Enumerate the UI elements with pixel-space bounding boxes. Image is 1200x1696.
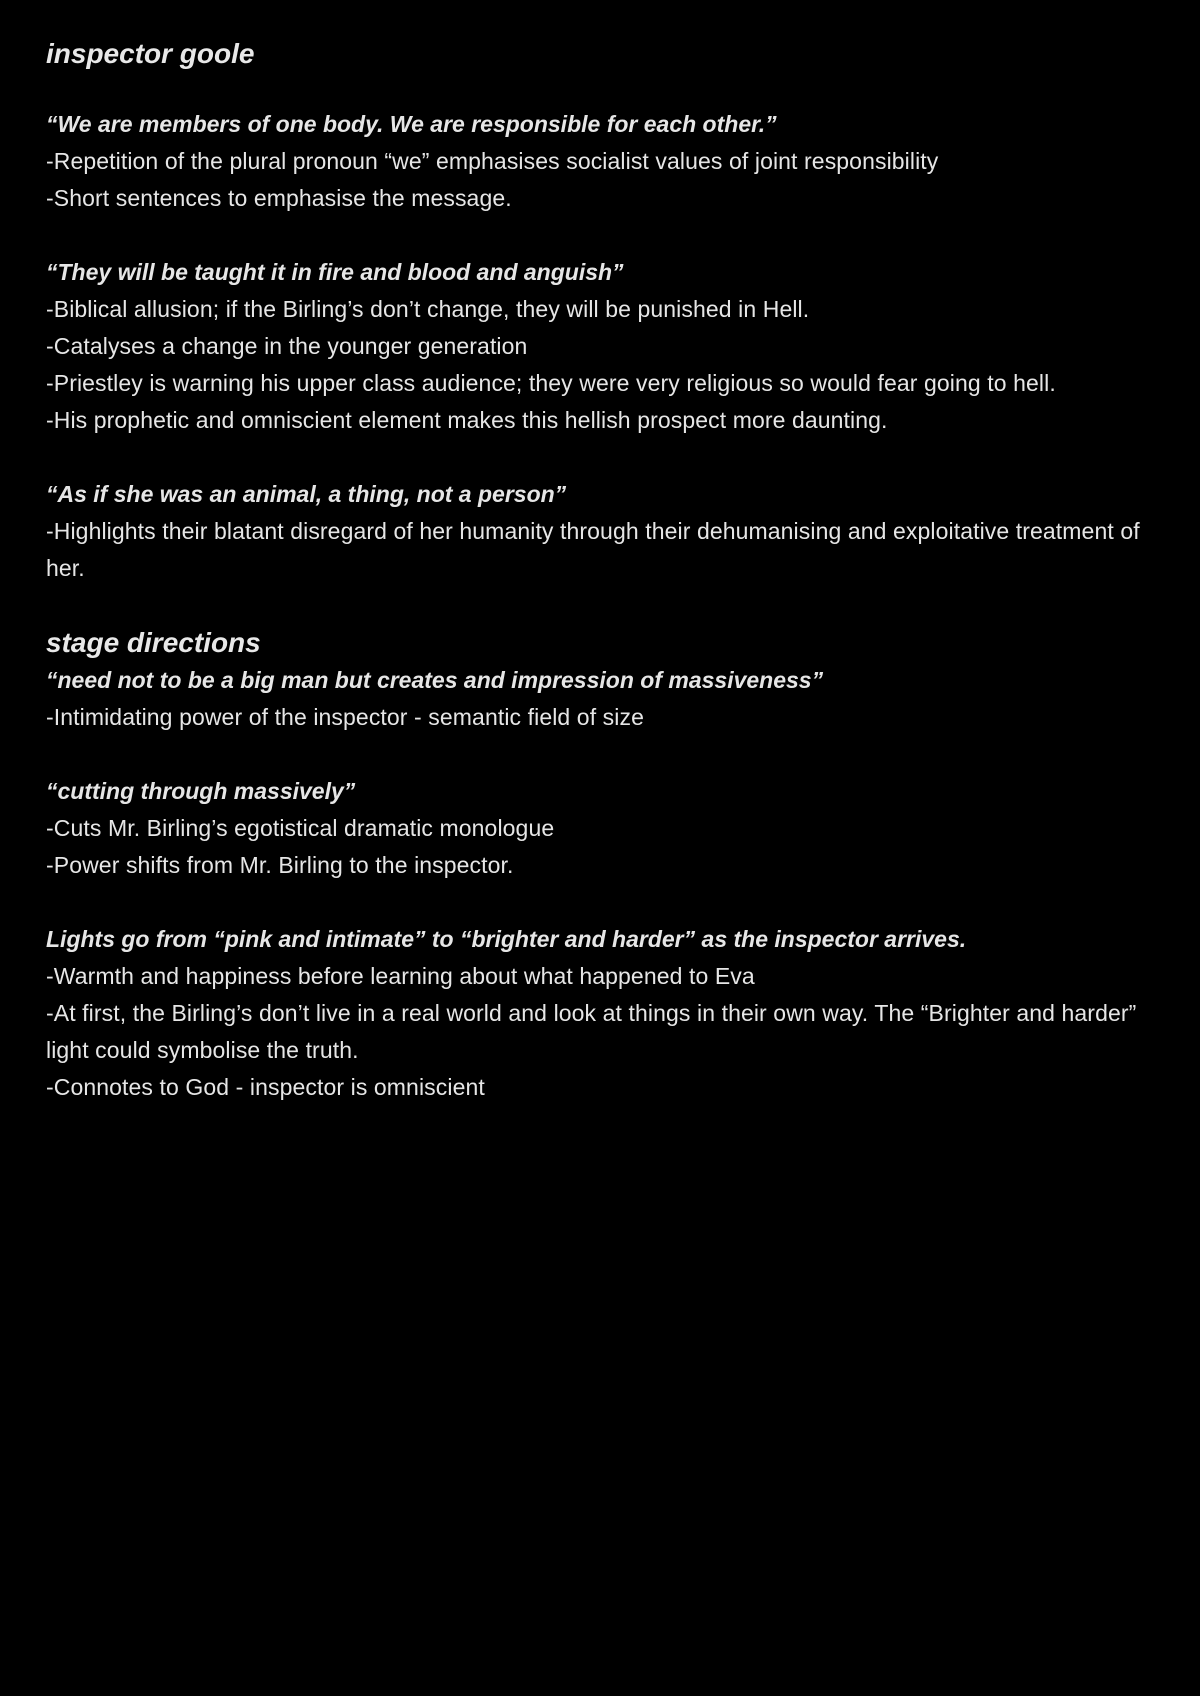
note-line: -Cuts Mr. Birling’s egotistical dramatic monologue xyxy=(46,815,555,841)
note-block xyxy=(46,662,1154,736)
note-block xyxy=(46,106,1154,217)
note-line: -His prophetic and omniscient element makes this hellish prospect more daunting. xyxy=(46,407,888,433)
note-line: -Connotes to God - inspector is omniscient xyxy=(46,1074,485,1100)
note-line: -Short sentences to emphasise the message. xyxy=(46,185,512,211)
note-line: -Priestley is warning his upper class audience; they were very religious so would fear going to hell. xyxy=(46,370,1056,396)
note-line: -At first, the Birling’s don’t live in a real world and look at things in their own way. The “Brighter and harder” light could symbolise the truth. xyxy=(46,1000,1137,1063)
stage-directions-section xyxy=(46,624,1154,1106)
quote: “cutting through massively” xyxy=(46,778,356,804)
note-line: -Power shifts from Mr. Birling to the inspector. xyxy=(46,852,514,878)
note-line: -Intimidating power of the inspector - semantic field of size xyxy=(46,704,644,730)
note-block xyxy=(46,254,1154,439)
quote: “They will be taught it in fire and blood and anguish” xyxy=(46,259,624,285)
quote: “We are members of one body. We are responsible for each other.” xyxy=(46,111,777,137)
section-heading: stage directions xyxy=(46,627,261,658)
note-line: -Highlights their blatant disregard of her humanity through their dehumanising and exploitative treatment of her. xyxy=(46,518,1140,581)
quote: “As if she was an animal, a thing, not a person” xyxy=(46,481,567,507)
note-block xyxy=(46,773,1154,884)
document-title: inspector goole xyxy=(46,38,255,69)
note-block xyxy=(46,921,1154,1106)
note-line: -Catalyses a change in the younger generation xyxy=(46,333,528,359)
note-line: -Repetition of the plural pronoun “we” emphasises socialist values of joint responsibility xyxy=(46,148,939,174)
quote: “need not to be a big man but creates and impression of massiveness” xyxy=(46,667,824,693)
quote: Lights go from “pink and intimate” to “brighter and harder” as the inspector arrives. xyxy=(46,926,967,952)
note-line: -Biblical allusion; if the Birling’s don’t change, they will be punished in Hell. xyxy=(46,296,810,322)
note-line: -Warmth and happiness before learning about what happened to Eva xyxy=(46,963,755,989)
note-block xyxy=(46,476,1154,587)
